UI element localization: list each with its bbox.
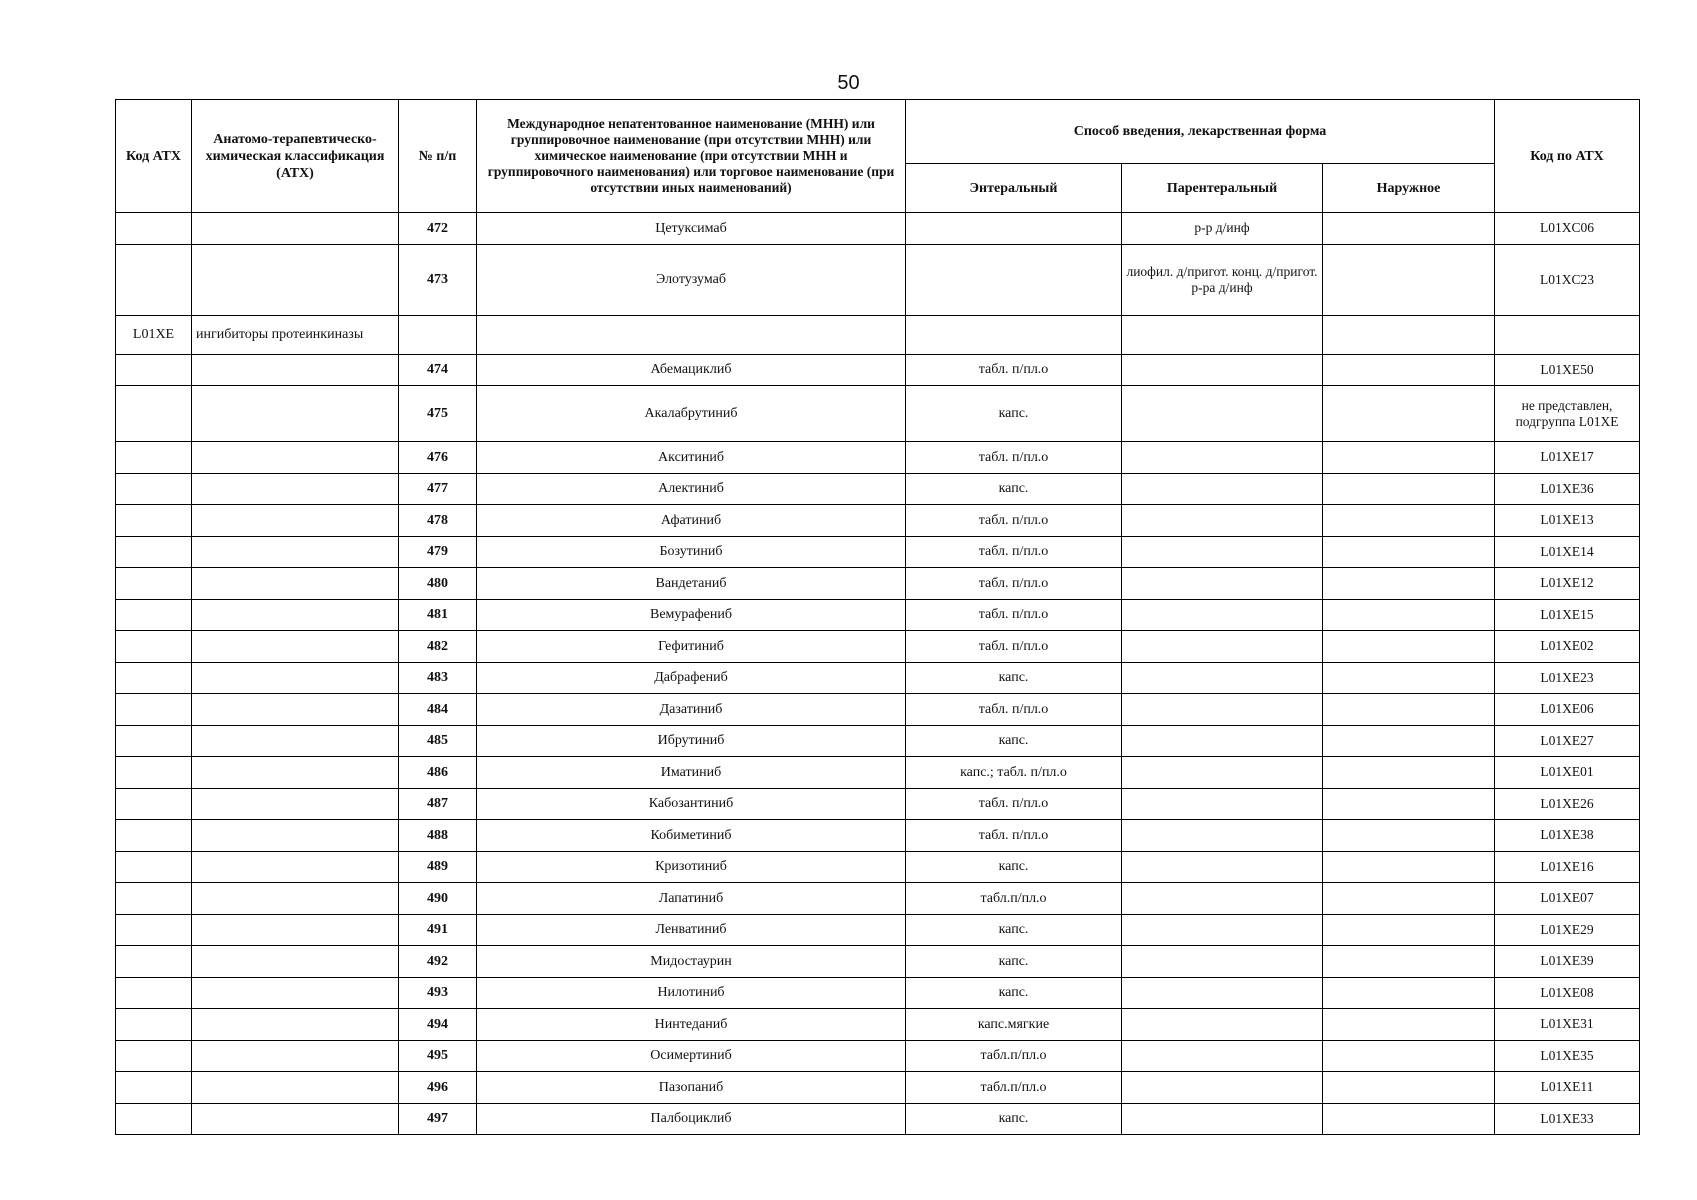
table-row xyxy=(116,694,1640,726)
header-drug-name: Международное непатентованное наименование (МНН) или группировочное наименование (при отсутствии МНН) или химическое наименование (при отсутствии МНН и группировочного наименования) или торговое наименование (при отсутствии иных наименований) xyxy=(477,100,906,213)
cell-number: 480 xyxy=(399,568,477,600)
cell-enteral: капс. xyxy=(906,914,1122,946)
cell-external xyxy=(1323,386,1495,442)
table-row xyxy=(116,757,1640,789)
table-row xyxy=(116,244,1640,315)
cell-parenteral xyxy=(1122,757,1323,789)
cell-name: Ибрутиниб xyxy=(477,725,906,757)
cell-code xyxy=(116,473,192,505)
cell-parenteral xyxy=(1122,662,1323,694)
cell-code xyxy=(116,946,192,978)
table-row xyxy=(116,977,1640,1009)
cell-code xyxy=(116,662,192,694)
cell-enteral: капс. xyxy=(906,473,1122,505)
cell-code xyxy=(116,386,192,442)
cell-group xyxy=(192,977,399,1009)
cell-parenteral xyxy=(1122,473,1323,505)
table-row xyxy=(116,725,1640,757)
cell-parenteral xyxy=(1122,883,1323,915)
cell-atx-code: L01XE36 xyxy=(1495,473,1640,505)
cell-group: ингибиторы протеинкиназы xyxy=(192,315,399,354)
cell-parenteral xyxy=(1122,354,1323,386)
atx-drug-table xyxy=(115,99,1640,1135)
cell-name: Лапатиниб xyxy=(477,883,906,915)
table-row xyxy=(116,631,1640,663)
cell-enteral: табл. п/пл.о xyxy=(906,631,1122,663)
cell-code xyxy=(116,354,192,386)
cell-external xyxy=(1323,883,1495,915)
cell-atx-code: L01XE11 xyxy=(1495,1072,1640,1104)
cell-atx-code: L01XE31 xyxy=(1495,1009,1640,1041)
cell-atx-code: L01XE33 xyxy=(1495,1103,1640,1135)
table-row xyxy=(116,568,1640,600)
cell-external xyxy=(1323,1009,1495,1041)
table-row xyxy=(116,442,1640,474)
cell-external xyxy=(1323,851,1495,883)
cell-name: Акалабрутиниб xyxy=(477,386,906,442)
cell-code xyxy=(116,568,192,600)
cell-name: Мидостаурин xyxy=(477,946,906,978)
cell-external xyxy=(1323,977,1495,1009)
cell-name: Гефитиниб xyxy=(477,631,906,663)
cell-name: Кабозантиниб xyxy=(477,788,906,820)
cell-number: 485 xyxy=(399,725,477,757)
cell-group xyxy=(192,473,399,505)
cell-group xyxy=(192,568,399,600)
cell-atx-code: L01XE01 xyxy=(1495,757,1640,789)
cell-parenteral xyxy=(1122,694,1323,726)
cell-parenteral xyxy=(1122,536,1323,568)
cell-external xyxy=(1323,788,1495,820)
cell-number: 486 xyxy=(399,757,477,789)
cell-name: Дабрафениб xyxy=(477,662,906,694)
cell-name: Нилотиниб xyxy=(477,977,906,1009)
cell-number: 495 xyxy=(399,1040,477,1072)
cell-code xyxy=(116,1072,192,1104)
cell-atx-code: L01XE27 xyxy=(1495,725,1640,757)
cell-enteral: капс. xyxy=(906,662,1122,694)
cell-external xyxy=(1323,442,1495,474)
cell-group xyxy=(192,946,399,978)
cell-external xyxy=(1323,694,1495,726)
cell-group xyxy=(192,851,399,883)
cell-parenteral xyxy=(1122,442,1323,474)
cell-atx-code: L01XE13 xyxy=(1495,505,1640,537)
cell-code xyxy=(116,820,192,852)
table-row xyxy=(116,914,1640,946)
cell-code xyxy=(116,788,192,820)
cell-atx-code: L01XE15 xyxy=(1495,599,1640,631)
table-row xyxy=(116,386,1640,442)
cell-enteral: капс. xyxy=(906,386,1122,442)
cell-number: 494 xyxy=(399,1009,477,1041)
cell-enteral: табл. п/пл.о xyxy=(906,536,1122,568)
cell-group xyxy=(192,883,399,915)
header-code-atx: Код АТХ xyxy=(116,100,192,213)
cell-group xyxy=(192,914,399,946)
cell-group xyxy=(192,662,399,694)
cell-name: Цетуксимаб xyxy=(477,213,906,245)
cell-atx-code: L01XE08 xyxy=(1495,977,1640,1009)
cell-group xyxy=(192,1040,399,1072)
cell-name: Вемурафениб xyxy=(477,599,906,631)
cell-name: Афатиниб xyxy=(477,505,906,537)
cell-external xyxy=(1323,568,1495,600)
cell-atx-code: L01XE16 xyxy=(1495,851,1640,883)
cell-group xyxy=(192,1103,399,1135)
cell-number: 497 xyxy=(399,1103,477,1135)
cell-code xyxy=(116,725,192,757)
cell-parenteral xyxy=(1122,977,1323,1009)
cell-parenteral xyxy=(1122,1009,1323,1041)
cell-enteral: табл.п/пл.о xyxy=(906,883,1122,915)
cell-enteral: капс.мягкие xyxy=(906,1009,1122,1041)
table-row xyxy=(116,883,1640,915)
cell-enteral: капс. xyxy=(906,725,1122,757)
cell-number: 490 xyxy=(399,883,477,915)
header-enteral: Энтеральный xyxy=(906,164,1122,213)
cell-parenteral xyxy=(1122,1040,1323,1072)
cell-atx-code: L01XE17 xyxy=(1495,442,1640,474)
cell-parenteral xyxy=(1122,1103,1323,1135)
cell-name: Нинтеданиб xyxy=(477,1009,906,1041)
cell-external xyxy=(1323,505,1495,537)
cell-number: 472 xyxy=(399,213,477,245)
cell-parenteral xyxy=(1122,1072,1323,1104)
header-external: Наружное xyxy=(1323,164,1495,213)
cell-external xyxy=(1323,213,1495,245)
table-row xyxy=(116,599,1640,631)
cell-enteral: табл. п/пл.о xyxy=(906,599,1122,631)
table-row xyxy=(116,662,1640,694)
cell-enteral: табл. п/пл.о xyxy=(906,442,1122,474)
cell-code xyxy=(116,505,192,537)
cell-external xyxy=(1323,725,1495,757)
cell-atx-code: L01XC23 xyxy=(1495,244,1640,315)
cell-external xyxy=(1323,1072,1495,1104)
table-row xyxy=(116,473,1640,505)
cell-number: 491 xyxy=(399,914,477,946)
cell-atx-code xyxy=(1495,315,1640,354)
cell-code xyxy=(116,914,192,946)
cell-atx-code: не представлен, подгруппа L01XE xyxy=(1495,386,1640,442)
table-body xyxy=(116,213,1640,1135)
cell-external xyxy=(1323,536,1495,568)
cell-enteral: табл. п/пл.о xyxy=(906,568,1122,600)
cell-enteral: капс. xyxy=(906,851,1122,883)
cell-parenteral xyxy=(1122,725,1323,757)
cell-parenteral: лиофил. д/пригот. конц. д/пригот. р-ра д/инф xyxy=(1122,244,1323,315)
cell-number: 478 xyxy=(399,505,477,537)
cell-code xyxy=(116,977,192,1009)
table-row xyxy=(116,788,1640,820)
cell-external xyxy=(1323,1103,1495,1135)
cell-number: 482 xyxy=(399,631,477,663)
cell-code xyxy=(116,1040,192,1072)
cell-name: Акситиниб xyxy=(477,442,906,474)
cell-name: Пазопаниб xyxy=(477,1072,906,1104)
cell-enteral: капс. xyxy=(906,977,1122,1009)
cell-atx-code: L01XE35 xyxy=(1495,1040,1640,1072)
cell-number: 477 xyxy=(399,473,477,505)
table-row xyxy=(116,1040,1640,1072)
cell-name: Абемациклиб xyxy=(477,354,906,386)
cell-parenteral xyxy=(1122,599,1323,631)
header-index: № п/п xyxy=(399,100,477,213)
table-row xyxy=(116,820,1640,852)
cell-external xyxy=(1323,662,1495,694)
cell-enteral xyxy=(906,213,1122,245)
cell-number: 496 xyxy=(399,1072,477,1104)
cell-parenteral xyxy=(1122,820,1323,852)
cell-group xyxy=(192,631,399,663)
cell-parenteral xyxy=(1122,568,1323,600)
cell-number: 481 xyxy=(399,599,477,631)
table-row xyxy=(116,1103,1640,1135)
cell-group xyxy=(192,757,399,789)
cell-external xyxy=(1323,914,1495,946)
cell-number: 489 xyxy=(399,851,477,883)
table-row xyxy=(116,536,1640,568)
cell-enteral: табл. п/пл.о xyxy=(906,505,1122,537)
cell-code xyxy=(116,883,192,915)
cell-parenteral xyxy=(1122,914,1323,946)
table-row xyxy=(116,1009,1640,1041)
cell-group xyxy=(192,1009,399,1041)
cell-parenteral xyxy=(1122,315,1323,354)
cell-group xyxy=(192,244,399,315)
cell-group xyxy=(192,1072,399,1104)
cell-name: Кобиметиниб xyxy=(477,820,906,852)
cell-external xyxy=(1323,631,1495,663)
cell-parenteral: р-р д/инф xyxy=(1122,213,1323,245)
cell-atx-code: L01XE12 xyxy=(1495,568,1640,600)
cell-enteral: табл.п/пл.о xyxy=(906,1040,1122,1072)
cell-number: 473 xyxy=(399,244,477,315)
cell-number: 484 xyxy=(399,694,477,726)
cell-parenteral xyxy=(1122,851,1323,883)
cell-group xyxy=(192,536,399,568)
cell-enteral: капс. xyxy=(906,1103,1122,1135)
cell-group xyxy=(192,354,399,386)
cell-name: Алектиниб xyxy=(477,473,906,505)
cell-name: Иматиниб xyxy=(477,757,906,789)
cell-external xyxy=(1323,354,1495,386)
cell-atx-code: L01XE50 xyxy=(1495,354,1640,386)
cell-group xyxy=(192,820,399,852)
cell-code xyxy=(116,757,192,789)
table-row xyxy=(116,946,1640,978)
cell-number: 479 xyxy=(399,536,477,568)
cell-code xyxy=(116,442,192,474)
cell-enteral xyxy=(906,244,1122,315)
cell-number: 492 xyxy=(399,946,477,978)
cell-number: 474 xyxy=(399,354,477,386)
cell-external xyxy=(1323,599,1495,631)
cell-enteral: капс.; табл. п/пл.о xyxy=(906,757,1122,789)
cell-number: 475 xyxy=(399,386,477,442)
cell-name: Дазатиниб xyxy=(477,694,906,726)
cell-group xyxy=(192,599,399,631)
cell-group xyxy=(192,694,399,726)
cell-atx-code: L01XE39 xyxy=(1495,946,1640,978)
header-route: Способ введения, лекарственная форма xyxy=(906,100,1495,164)
cell-enteral: табл. п/пл.о xyxy=(906,820,1122,852)
table-row xyxy=(116,851,1640,883)
cell-code xyxy=(116,631,192,663)
cell-number: 487 xyxy=(399,788,477,820)
cell-name: Осимертиниб xyxy=(477,1040,906,1072)
cell-group xyxy=(192,725,399,757)
cell-external xyxy=(1323,473,1495,505)
table-row xyxy=(116,505,1640,537)
cell-atx-code: L01XE14 xyxy=(1495,536,1640,568)
cell-code xyxy=(116,851,192,883)
page-number: 50 xyxy=(837,72,860,94)
table-row xyxy=(116,315,1640,354)
header-parenteral: Парентеральный xyxy=(1122,164,1323,213)
cell-code xyxy=(116,694,192,726)
cell-name: Ленватиниб xyxy=(477,914,906,946)
cell-name: Бозутиниб xyxy=(477,536,906,568)
cell-parenteral xyxy=(1122,505,1323,537)
cell-parenteral xyxy=(1122,946,1323,978)
cell-name: Кризотиниб xyxy=(477,851,906,883)
cell-name: Палбоциклиб xyxy=(477,1103,906,1135)
cell-code xyxy=(116,536,192,568)
cell-external xyxy=(1323,1040,1495,1072)
table-row xyxy=(116,354,1640,386)
cell-number: 488 xyxy=(399,820,477,852)
cell-external xyxy=(1323,820,1495,852)
cell-external xyxy=(1323,757,1495,789)
cell-enteral: капс. xyxy=(906,946,1122,978)
cell-atx-code: L01XE06 xyxy=(1495,694,1640,726)
cell-parenteral xyxy=(1122,386,1323,442)
cell-name: Элотузумаб xyxy=(477,244,906,315)
cell-atx-code: L01XE29 xyxy=(1495,914,1640,946)
cell-atx-code: L01XC06 xyxy=(1495,213,1640,245)
cell-enteral: табл. п/пл.о xyxy=(906,788,1122,820)
cell-atx-code: L01XE23 xyxy=(1495,662,1640,694)
table-row xyxy=(116,1072,1640,1104)
table-row xyxy=(116,213,1640,245)
cell-group xyxy=(192,442,399,474)
cell-group xyxy=(192,213,399,245)
cell-number: 493 xyxy=(399,977,477,1009)
header-atx-code: Код по АТХ xyxy=(1495,100,1640,213)
cell-atx-code: L01XE02 xyxy=(1495,631,1640,663)
cell-code xyxy=(116,599,192,631)
cell-atx-code: L01XE07 xyxy=(1495,883,1640,915)
cell-group xyxy=(192,788,399,820)
cell-external xyxy=(1323,946,1495,978)
cell-code xyxy=(116,1009,192,1041)
cell-enteral: табл. п/пл.о xyxy=(906,354,1122,386)
cell-enteral: табл. п/пл.о xyxy=(906,694,1122,726)
cell-name xyxy=(477,315,906,354)
cell-parenteral xyxy=(1122,788,1323,820)
cell-atx-code: L01XE38 xyxy=(1495,820,1640,852)
cell-number xyxy=(399,315,477,354)
cell-external xyxy=(1323,315,1495,354)
cell-group xyxy=(192,505,399,537)
cell-code: L01XE xyxy=(116,315,192,354)
cell-group xyxy=(192,386,399,442)
cell-external xyxy=(1323,244,1495,315)
cell-number: 483 xyxy=(399,662,477,694)
cell-enteral xyxy=(906,315,1122,354)
cell-code xyxy=(116,213,192,245)
cell-code xyxy=(116,244,192,315)
cell-number: 476 xyxy=(399,442,477,474)
cell-enteral: табл.п/пл.о xyxy=(906,1072,1122,1104)
cell-code xyxy=(116,1103,192,1135)
cell-name: Вандетаниб xyxy=(477,568,906,600)
cell-atx-code: L01XE26 xyxy=(1495,788,1640,820)
header-atx-classification: Анатомо-терапевтическо-химическая классификация (АТХ) xyxy=(192,100,399,213)
cell-parenteral xyxy=(1122,631,1323,663)
